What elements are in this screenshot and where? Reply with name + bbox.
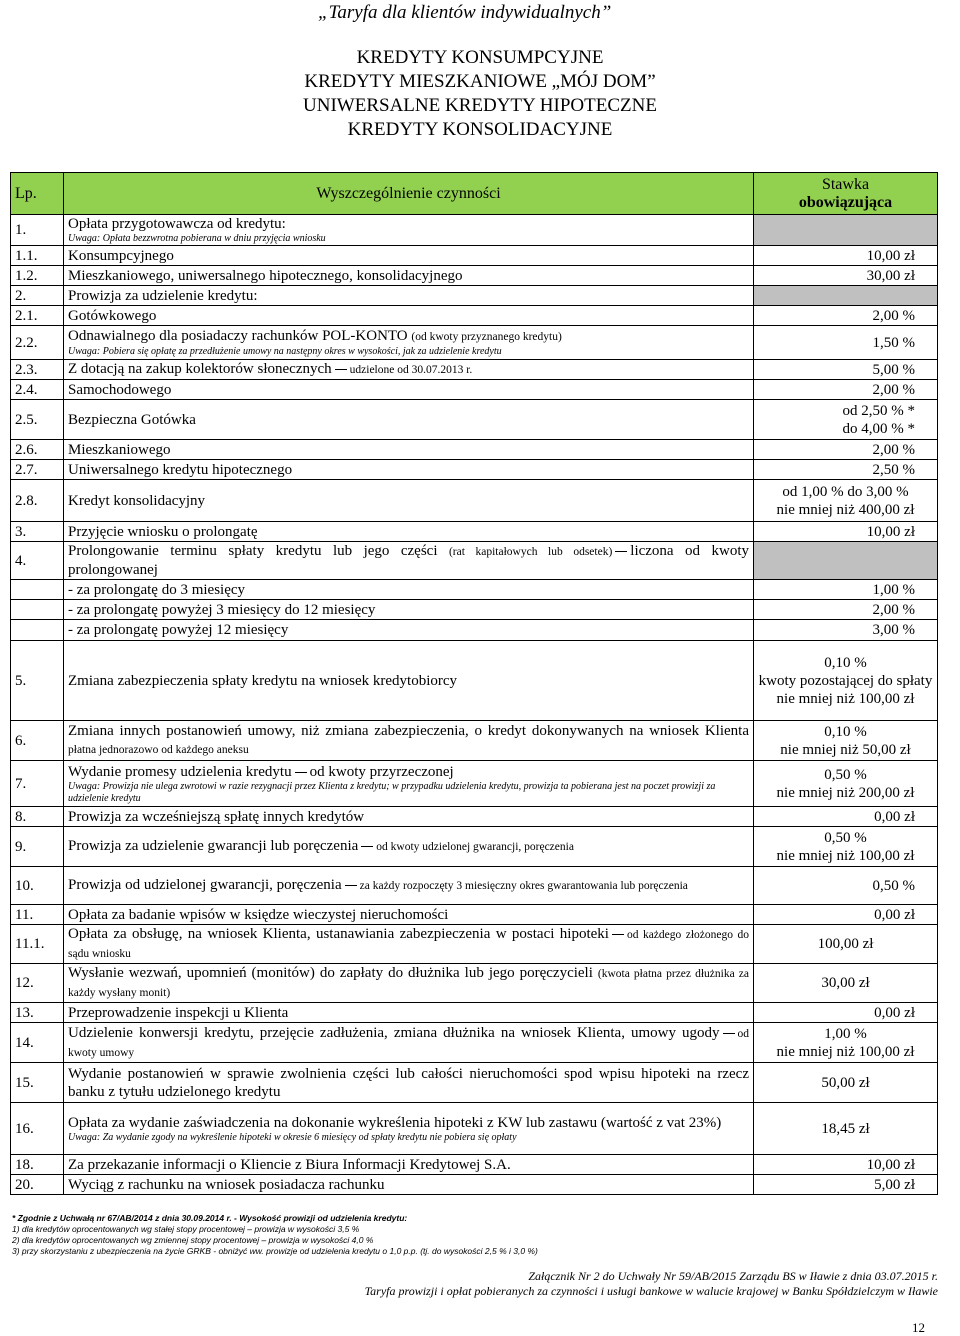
row-rate: 50,00 zł (754, 1063, 938, 1103)
row-number: 7. (11, 761, 64, 807)
row-number: 2.6. (11, 440, 64, 460)
row-desc: Bezpieczna Gotówka (64, 400, 754, 440)
table-row (11, 721, 938, 761)
table-row (11, 400, 938, 440)
row-rate: 30,00 zł (754, 266, 938, 286)
row-desc: Wyciąg z rachunku na wniosek posiadacza rachunku (64, 1175, 754, 1195)
row-number: 10. (11, 867, 64, 905)
row-desc: Mieszkaniowego, uniwersalnego hipotecznego, konsolidacyjnego (64, 266, 754, 286)
row-desc: Prowizja za wcześniejszą spłatę innych kredytów (64, 807, 754, 827)
row-number: 3. (11, 522, 64, 542)
row-number: 8. (11, 807, 64, 827)
row-rate: 1,00 % nie mniej niż 100,00 zł (754, 1023, 938, 1063)
row-rate-empty (754, 286, 938, 306)
row-number: 2. (11, 286, 64, 306)
table-row (11, 306, 938, 326)
row-desc: Wysłanie wezwań, upomnień (monitów) do zapłaty do dłużnika lub jego poręczycieli (kwota płatna przez dłużnika za każdy wysłany monit) (64, 964, 754, 1003)
row-desc: Uniwersalnego kredytu hipotecznego (64, 460, 754, 480)
row-desc: Kredyt konsolidacyjny (64, 480, 754, 522)
col-desc-header: Wyszczególnienie czynności (64, 173, 754, 215)
row-rate: 1,50 % (754, 326, 938, 360)
table-row (11, 286, 938, 306)
row-number: 18. (11, 1155, 64, 1175)
row-number: 5. (11, 641, 64, 721)
row-desc: Odnawialnego dla posiadaczy rachunków POL-KONTO (od kwoty przyznanego kredytu) Uwaga: Pobiera się opłatę za przedłużenie umowy na następny okres w wysokości, jak za udzielenie kredytu (64, 326, 754, 360)
row-number: 2.7. (11, 460, 64, 480)
row-rate: 0,00 zł (754, 1003, 938, 1023)
row-desc: Udzielenie konwersji kredytu, przejęcie zadłużenia, zmiana dłużnika na wniosek Klienta, umowy ugody od kwoty umowy (64, 1023, 754, 1063)
row-rate: 0,00 zł (754, 807, 938, 827)
row-rate: 10,00 zł (754, 1155, 938, 1175)
footnote: * Zgodnie z Uchwałą nr 67/AB/2014 z dnia 30.09.2014 r. - Wysokość prowizji od udzielenia kredytu: (12, 1213, 408, 1223)
row-rate: 30,00 zł (754, 964, 938, 1003)
row-desc: Wydanie promesy udzielenia kredytu od kwoty przyrzeczonej Uwaga: Prowizja nie ulega zwrotowi w razie rezygnacji przez Klienta z kredytu; w przypadku udzielenia kredytu, prowizja ta pobierana jest na poczet prowizji za udzielenie kredytu (64, 761, 754, 807)
footnote: 3) przy skorzystaniu z ubezpieczenia na życie GRKB - obniżyć ww. prowizje od udzielenia kredytu o 1,0 p.p. (tj. do wysokości 2,5 % i 3,0 %) (12, 1246, 538, 1256)
row-number: 20. (11, 1175, 64, 1195)
table-header-row (11, 173, 938, 215)
footnotes (12, 1213, 712, 1257)
footnote: 1) dla kredytów oprocentowanych wg stałej stopy procentowej – prowizja w wysokości 3,5 % (12, 1224, 360, 1234)
document-footer (300, 1269, 938, 1299)
row-desc: Za przekazanie informacji o Kliencie z Biura Informacji Kredytowej S.A. (64, 1155, 754, 1175)
table-row (11, 867, 938, 905)
table-row (11, 326, 938, 360)
row-desc: Przyjęcie wniosku o prolongatę (64, 522, 754, 542)
table-row (11, 246, 938, 266)
row-desc: Mieszkaniowego (64, 440, 754, 460)
col-rate-header: Stawka obowiązująca (754, 173, 938, 215)
row-rate: od 1,00 % do 3,00 % nie mniej niż 400,00 zł (754, 480, 938, 522)
title-block (0, 46, 960, 142)
row-desc: Opłata przygotowawcza od kredytu: Uwaga: Opłata bezzwrotna pobierana w dniu przyjęcia wniosku (64, 215, 754, 246)
row-number: 4. (11, 542, 64, 580)
row-desc: Prowizja za udzielenie kredytu: (64, 286, 754, 306)
row-desc: Gotówkowego (64, 306, 754, 326)
row-number: 14. (11, 1023, 64, 1063)
row-number: 2.8. (11, 480, 64, 522)
row-number: 9. (11, 827, 64, 867)
row-rate: 0,50 % nie mniej niż 200,00 zł (754, 761, 938, 807)
row-number (11, 600, 64, 620)
table-row (11, 1063, 938, 1103)
row-desc: Przeprowadzenie inspekcji u Klienta (64, 1003, 754, 1023)
row-rate-empty (754, 542, 938, 580)
table-row (11, 641, 938, 721)
table-row (11, 1155, 938, 1175)
table-row (11, 761, 938, 807)
row-desc: Opłata za obsługę, na wniosek Klienta, ustanawiania zabezpieczenia w postaci hipoteki od każdego złożonego do sądu wniosku (64, 925, 754, 964)
table-row (11, 360, 938, 380)
row-number: 13. (11, 1003, 64, 1023)
row-rate: 0,10 % kwoty pozostającej do spłaty nie mniej niż 100,00 zł (754, 641, 938, 721)
document-header: „Taryfa dla klientów indywidualnych” (318, 2, 612, 23)
row-desc: Konsumpcyjnego (64, 246, 754, 266)
table-row (11, 964, 938, 1003)
table-row (11, 215, 938, 246)
row-rate: 0,00 zł (754, 905, 938, 925)
row-desc: Zmiana zabezpieczenia spłaty kredytu na wniosek kredytobiorcy (64, 641, 754, 721)
row-desc: Prolongowanie terminu spłaty kredytu lub jego części (rat kapitałowych lub odsetek) liczona od kwoty prolongowanej (64, 542, 754, 580)
row-rate: 5,00 % (754, 360, 938, 380)
row-rate: 10,00 zł (754, 246, 938, 266)
table-row (11, 480, 938, 522)
row-rate: 2,50 % (754, 460, 938, 480)
table-row (11, 807, 938, 827)
row-number (11, 580, 64, 600)
footer-line: Taryfa prowizji i opłat pobieranych za czynności i usługi bankowe w walucie krajowej w Banku Spółdzielczym w Iławie (364, 1284, 938, 1298)
row-desc: Wydanie postanowień w sprawie zwolnienia części lub całości nieruchomości spod wpisu hipoteki na rzecz banku z tytułu udzielonego kredytu (64, 1063, 754, 1103)
row-desc: Samochodowego (64, 380, 754, 400)
row-desc: Z dotacją na zakup kolektorów słonecznych udzielone od 30.07.2013 r. (64, 360, 754, 380)
row-number: 16. (11, 1103, 64, 1155)
table-row (11, 580, 938, 600)
row-number: 11.1. (11, 925, 64, 964)
table-row (11, 542, 938, 580)
row-number: 11. (11, 905, 64, 925)
row-desc: Opłata za badanie wpisów w księdze wieczystej nieruchomości (64, 905, 754, 925)
row-number: 2.3. (11, 360, 64, 380)
table-row (11, 522, 938, 542)
row-rate: 0,50 % nie mniej niż 100,00 zł (754, 827, 938, 867)
row-number: 2.4. (11, 380, 64, 400)
row-number: 12. (11, 964, 64, 1003)
table-row (11, 266, 938, 286)
row-number: 15. (11, 1063, 64, 1103)
fee-table (10, 172, 938, 1195)
title-line: KREDYTY KONSUMPCYJNE (356, 47, 604, 68)
table-row (11, 1023, 938, 1063)
row-rate: 18,45 zł (754, 1103, 938, 1155)
row-rate: 0,10 % nie mniej niż 50,00 zł (754, 721, 938, 761)
title-line: UNIWERSALNE KREDYTY HIPOTECZNE (303, 95, 657, 116)
table-row (11, 925, 938, 964)
row-rate-empty (754, 215, 938, 246)
footnote: 2) dla kredytów oprocentowanych wg zmiennej stopy procentowej – prowizja w wysokości 4,0 % (12, 1235, 374, 1245)
row-number: 6. (11, 721, 64, 761)
row-desc: Prowizja za udzielenie gwarancji lub poręczenia od kwoty udzielonej gwarancji, poręczenia (64, 827, 754, 867)
row-number: 1.2. (11, 266, 64, 286)
row-desc: Zmiana innych postanowień umowy, niż zmiana zabezpieczenia, o kredyt dokonywanych na wniosek Klienta płatna jednorazowo od każdego aneksu (64, 721, 754, 761)
row-number (11, 620, 64, 641)
table-row (11, 905, 938, 925)
row-number: 2.1. (11, 306, 64, 326)
col-lp-header: Lp. (11, 173, 64, 215)
table-row (11, 460, 938, 480)
row-number: 1. (11, 215, 64, 246)
title-line: KREDYTY MIESZKANIOWE „MÓJ DOM” (304, 71, 656, 92)
row-desc: - za prolongatę do 3 miesięcy (64, 580, 754, 600)
table-row (11, 1103, 938, 1155)
row-rate: 5,00 zł (754, 1175, 938, 1195)
row-number: 1.1. (11, 246, 64, 266)
table-row (11, 600, 938, 620)
page-number: 12 (912, 1320, 925, 1335)
row-desc: - za prolongatę powyżej 3 miesięcy do 12 miesięcy (64, 600, 754, 620)
row-number: 2.5. (11, 400, 64, 440)
row-rate: 2,00 % (754, 306, 938, 326)
table-row (11, 1003, 938, 1023)
row-rate: 0,50 % (754, 867, 938, 905)
row-rate: 10,00 zł (754, 522, 938, 542)
row-rate: 1,00 % (754, 580, 938, 600)
title-line: KREDYTY KONSOLIDACYJNE (347, 119, 613, 140)
row-desc: - za prolongatę powyżej 12 miesięcy (64, 620, 754, 641)
table-row (11, 1175, 938, 1195)
row-rate: 3,00 % (754, 620, 938, 641)
row-rate: 2,00 % (754, 380, 938, 400)
footer-line: Załącznik Nr 2 do Uchwały Nr 59/AB/2015 Zarządu BS w Iławie z dnia 03.07.2015 r. (528, 1269, 938, 1283)
table-row (11, 827, 938, 867)
row-rate: 100,00 zł (754, 925, 938, 964)
row-number: 2.2. (11, 326, 64, 360)
row-desc: Prowizja od udzielonej gwarancji, poręczenia za każdy rozpoczęty 3 miesięczny okres gwarantowania lub poręczenia (64, 867, 754, 905)
row-rate: od 2,50 % * do 4,00 % * (754, 400, 938, 440)
row-rate: 2,00 % (754, 600, 938, 620)
row-desc: Opłata za wydanie zaświadczenia na dokonanie wykreślenia hipoteki z KW lub zastawu (wartość z vat 23%) Uwaga: Za wydanie zgody na wykreślenie hipoteki w okresie 6 miesięcy od spłaty kredytu nie pobiera się opłaty (64, 1103, 754, 1155)
table-row (11, 620, 938, 641)
row-rate: 2,00 % (754, 440, 938, 460)
table-row (11, 380, 938, 400)
table-row (11, 440, 938, 460)
